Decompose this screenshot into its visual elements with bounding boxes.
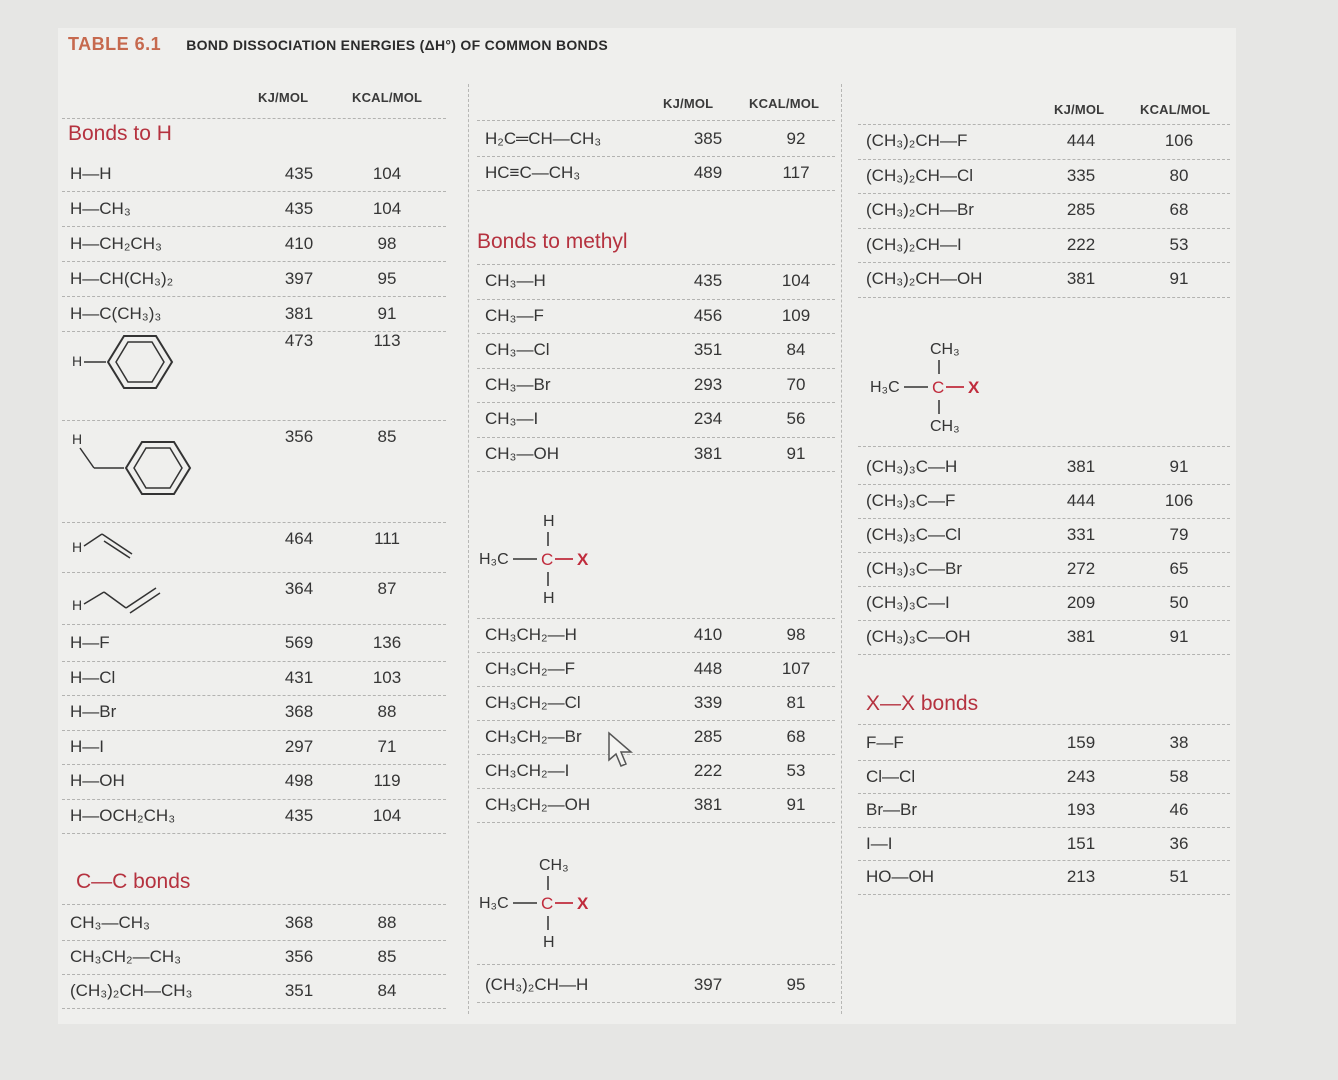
kj-value: 444 (1066, 131, 1096, 150)
kj-value: 335 (1066, 165, 1096, 185)
table-row (477, 299, 835, 335)
svg-text:H₃C: H₃C (870, 379, 900, 396)
table-row (477, 156, 835, 191)
table-caption: BOND DISSOCIATION ENERGIES (ΔH°) OF COMMON BONDS (186, 37, 609, 53)
kj-value: 193 (1066, 800, 1096, 819)
bond-label: Br—Br (866, 800, 917, 819)
table-row (62, 764, 446, 800)
kj-value: 435 (284, 199, 314, 218)
kj-value: 213 (1066, 867, 1096, 886)
bond-label: (CH₃)₃C—H (866, 457, 958, 476)
kcal-value: 88 (377, 702, 397, 721)
svg-text:CH₃: CH₃ (930, 418, 960, 435)
kj-value: 356 (284, 947, 314, 966)
kj-value: 410 (693, 625, 723, 644)
kj-value: 368 (284, 913, 314, 932)
svg-text:H: H (543, 590, 555, 607)
kcal-value: 136 (372, 633, 402, 652)
benzene-structure (68, 332, 188, 402)
column-2 (468, 84, 842, 1014)
allyl-structure (68, 578, 178, 622)
kj-value: 243 (1066, 766, 1096, 786)
kj-header: KJ/MOL (1054, 102, 1105, 117)
kj-value: 385 (693, 129, 723, 148)
table-row (62, 799, 446, 835)
kj-value: 339 (693, 693, 723, 712)
mouse-cursor-icon (606, 730, 636, 770)
kcal-value: 95 (786, 975, 806, 994)
table-row (62, 906, 446, 941)
table-row (477, 686, 835, 721)
kj-value: 222 (1066, 234, 1096, 254)
table-row (477, 333, 835, 369)
bond-label: (CH₃)₂CH—Br (866, 200, 974, 219)
kcal-value: 91 (377, 304, 397, 323)
kj-value: 381 (693, 443, 723, 463)
bond-label: CH₃CH₂—CH₃ (70, 947, 182, 966)
table-row: H 473 113 (62, 330, 446, 421)
kcal-value: 53 (1169, 234, 1189, 254)
table-row: H 364 87 (62, 572, 446, 625)
kj-value: 431 (284, 667, 314, 687)
table-row (62, 261, 446, 297)
table-row (477, 437, 835, 473)
section-cc-bonds: C—C bonds (76, 870, 191, 893)
kj-value: 285 (693, 727, 723, 746)
bond-label: (CH₃)₃C—F (866, 491, 956, 510)
kj-value: 159 (1066, 733, 1096, 752)
bond-label: H—CH₃ (70, 199, 131, 218)
kj-value: 381 (1066, 457, 1096, 476)
table-row (858, 518, 1230, 553)
table-row (62, 695, 446, 731)
kj-value: 448 (693, 659, 723, 678)
kcal-header: KCAL/MOL (749, 96, 820, 111)
table-row (62, 191, 446, 227)
kj-value: 435 (284, 164, 314, 183)
kj-value: 234 (693, 409, 723, 428)
bond-label: CH₃CH₂—Br (485, 727, 582, 746)
kcal-value: 104 (781, 271, 811, 290)
kj-value: 397 (284, 269, 314, 288)
bond-label: H—H (70, 164, 112, 183)
benzyl-structure (68, 428, 198, 508)
kcal-value: 91 (786, 443, 806, 463)
bond-label: H₂C═CH—CH₃ (485, 129, 602, 148)
table-row (62, 730, 446, 766)
kcal-header: KCAL/MOL (352, 90, 423, 105)
table-row (858, 262, 1230, 298)
table-row (858, 228, 1230, 264)
ethyl-structure (479, 508, 619, 612)
kj-value: 381 (1066, 627, 1096, 646)
tert-butyl-structure (868, 336, 1008, 440)
bond-label: HO—OH (866, 867, 934, 886)
kcal-value: 38 (1169, 733, 1189, 752)
kj-value: 498 (284, 771, 314, 790)
bond-label: CH₃—Br (485, 374, 551, 394)
table-row (858, 620, 1230, 655)
svg-text:C: C (932, 378, 945, 397)
kcal-value: 50 (1169, 593, 1189, 612)
kcal-value: 106 (1164, 131, 1194, 150)
bond-label: CH₃CH₂—I (485, 761, 570, 780)
bond-label: CH₃—H (485, 271, 546, 290)
bond-label: CH₃CH₂—OH (485, 795, 591, 814)
bond-label: CH₃—OH (485, 443, 559, 463)
table-row (477, 618, 835, 653)
table-row (858, 827, 1230, 862)
bond-label: F—F (866, 733, 904, 752)
table-title (68, 34, 608, 55)
kj-value: 151 (1066, 833, 1096, 853)
bond-label: (CH₃)₃C—Cl (866, 525, 962, 544)
bond-label: CH₃CH₂—H (485, 625, 577, 644)
table-row (62, 940, 446, 975)
kj-value: 368 (284, 702, 314, 721)
table-row (858, 193, 1230, 229)
table-row (858, 793, 1230, 828)
kcal-value: 91 (1169, 457, 1189, 476)
svg-text:CH₃: CH₃ (539, 857, 569, 874)
kcal-value: 109 (781, 305, 811, 325)
bond-label: Cl—Cl (866, 766, 916, 786)
bond-label: H—Cl (70, 667, 116, 687)
kj-value: 489 (693, 163, 723, 182)
kcal-value: 104 (372, 805, 402, 825)
kcal-value: 68 (786, 727, 806, 746)
kcal-value: 104 (372, 164, 402, 183)
kcal-value: 53 (786, 761, 806, 780)
table-row (858, 760, 1230, 795)
table-number: TABLE 6.1 (68, 34, 162, 54)
kcal-value: 70 (786, 374, 806, 394)
kcal-value: 51 (1169, 867, 1189, 886)
kcal-value: 103 (372, 667, 402, 687)
svg-text:CH₃: CH₃ (930, 341, 960, 358)
kj-header: KJ/MOL (663, 96, 714, 111)
table-row (477, 264, 835, 300)
kj-value: 351 (693, 340, 723, 359)
section-bonds-to-methyl: Bonds to methyl (477, 230, 628, 253)
table-row (477, 968, 835, 1003)
table-row (62, 156, 446, 192)
bond-label: (CH₃)₃C—I (866, 593, 950, 612)
table-row (858, 450, 1230, 485)
kcal-value: 84 (377, 981, 397, 1000)
table-row (477, 402, 835, 438)
table-row (477, 788, 835, 823)
kj-value: 272 (1066, 559, 1096, 578)
kj-value: 331 (1066, 525, 1096, 544)
svg-text:H₃C: H₃C (479, 551, 509, 568)
bond-label: H—OCH₂CH₃ (70, 805, 176, 825)
kj-value: 381 (284, 304, 314, 323)
vinyl-structure (68, 528, 168, 568)
table-row (858, 484, 1230, 519)
bond-label: I—I (866, 833, 893, 853)
kcal-value: 117 (782, 163, 810, 182)
isopropyl-structure (479, 852, 619, 956)
svg-text:X: X (577, 550, 589, 569)
h-atom-label: H (72, 597, 83, 613)
bond-label: (CH₃)₂CH—Cl (866, 165, 974, 185)
table-row (858, 586, 1230, 621)
table-row (477, 720, 835, 755)
bond-label: H—I (70, 736, 104, 756)
bond-label: CH₃CH₂—F (485, 659, 576, 678)
table-row (858, 124, 1230, 160)
bond-label: H—OH (70, 771, 125, 790)
kcal-value: 91 (786, 795, 806, 814)
bond-label: (CH₃)₃C—Br (866, 559, 962, 578)
svg-text:H: H (543, 513, 555, 530)
kj-value: 381 (693, 795, 723, 814)
bond-label: (CH₃)₂CH—I (866, 234, 962, 254)
bond-label: (CH₃)₂CH—H (485, 975, 589, 994)
kcal-value: 81 (786, 693, 806, 712)
svg-text:H₃C: H₃C (479, 895, 509, 912)
kcal-value: 95 (377, 269, 397, 288)
bond-label: H—CH₂CH₃ (70, 234, 162, 253)
kcal-value: 58 (1169, 766, 1189, 786)
bond-label: H—Br (70, 702, 117, 721)
kcal-value: 56 (786, 409, 806, 428)
bond-label: CH₃—F (485, 305, 544, 325)
kcal-header: KCAL/MOL (1140, 102, 1211, 117)
kcal-value: 36 (1169, 833, 1189, 853)
h-atom-label: H (72, 539, 83, 555)
kj-value: 435 (693, 271, 723, 290)
kcal-value: 98 (786, 625, 806, 644)
kcal-value: 88 (377, 913, 397, 932)
kcal-value: 46 (1169, 800, 1189, 819)
kcal-value: 91 (1169, 269, 1189, 288)
kcal-value: 91 (1169, 627, 1189, 646)
kj-value: 285 (1066, 200, 1096, 219)
kcal-value: 107 (781, 659, 811, 678)
kj-value: 444 (1066, 491, 1096, 510)
h-atom-label: H (72, 353, 83, 369)
kj-value: 381 (1066, 269, 1096, 288)
section-xx-bonds: X—X bonds (866, 692, 979, 715)
bond-label: (CH₃)₂CH—CH₃ (70, 981, 193, 1000)
bond-label: CH₃—Cl (485, 340, 550, 359)
table-row: H 464 111 (62, 522, 446, 573)
bond-label: (CH₃)₂CH—OH (866, 269, 983, 288)
svg-text:C: C (541, 550, 554, 569)
table-row (858, 552, 1230, 587)
kcal-value: 85 (377, 947, 397, 966)
kcal-value: 92 (786, 129, 806, 148)
table-row (477, 754, 835, 789)
table-row (62, 226, 446, 262)
table-row (477, 368, 835, 404)
bond-label: H—CH(CH₃)₂ (70, 269, 174, 288)
kj-value: 435 (284, 805, 314, 825)
h-atom-label: H (72, 431, 83, 447)
table-row (62, 974, 446, 1009)
kcal-value: 119 (373, 771, 401, 790)
bond-label: H—F (70, 633, 110, 652)
kj-value: 456 (693, 305, 723, 325)
kcal-value: 65 (1169, 559, 1189, 578)
kj-value: 293 (693, 374, 723, 394)
kcal-value: 71 (377, 736, 397, 756)
kcal-value: 79 (1169, 525, 1189, 544)
table-row (858, 726, 1230, 761)
table-row (477, 122, 835, 157)
bond-label: CH₃—I (485, 409, 539, 428)
kj-value: 209 (1066, 593, 1096, 612)
bond-label: CH₃CH₂—Cl (485, 693, 581, 712)
kcal-value: 80 (1169, 165, 1189, 185)
bond-label: HC≡C—CH₃ (485, 163, 581, 182)
bond-label: (CH₃)₂CH—F (866, 131, 968, 150)
kj-header: KJ/MOL (258, 90, 309, 105)
svg-text:X: X (968, 378, 980, 397)
kcal-value: 68 (1169, 200, 1189, 219)
table-row (477, 652, 835, 687)
kj-value: 410 (284, 234, 314, 253)
kcal-value: 104 (372, 199, 402, 218)
bond-label: H—C(CH₃)₃ (70, 304, 162, 323)
table-row (62, 626, 446, 662)
table-row (858, 159, 1230, 195)
kj-value: 297 (284, 736, 314, 756)
bond-label: (CH₃)₃C—OH (866, 627, 971, 646)
kj-value: 351 (284, 981, 314, 1000)
kcal-value: 84 (786, 340, 806, 359)
kcal-value: 98 (377, 234, 397, 253)
table-row: H 356 85 (62, 420, 446, 523)
table-row (62, 661, 446, 697)
svg-text:C: C (541, 894, 554, 913)
bond-label: CH₃—CH₃ (70, 913, 150, 932)
section-bonds-to-h: Bonds to H (68, 122, 172, 145)
kj-value: 569 (284, 633, 314, 652)
table-row (858, 860, 1230, 895)
svg-text:H: H (543, 934, 555, 951)
kj-value: 397 (693, 975, 723, 994)
svg-text:X: X (577, 894, 589, 913)
kcal-value: 106 (1164, 491, 1194, 510)
kj-value: 222 (693, 761, 723, 780)
